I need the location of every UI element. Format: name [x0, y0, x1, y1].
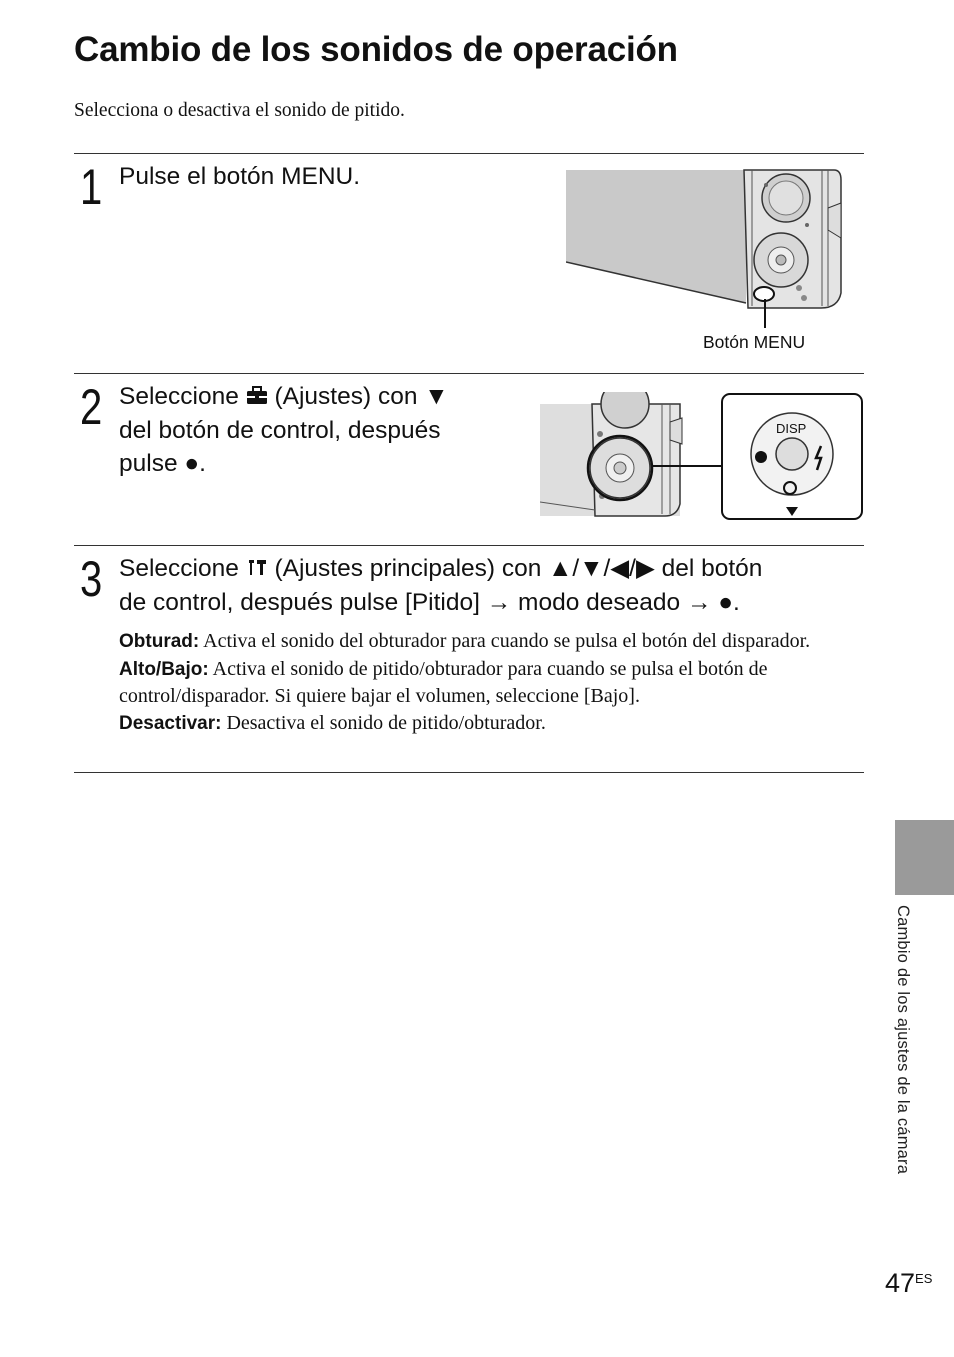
- figure-caption-menu-button: Botón MENU: [703, 332, 806, 352]
- page-lang: ES: [915, 1271, 933, 1286]
- page-number-value: 47: [885, 1268, 916, 1298]
- option-desc: Desactiva el sonido de pitido/obturador.: [226, 711, 546, 734]
- page-number: [885, 1268, 932, 1299]
- step-number-3: 3: [80, 551, 103, 607]
- divider: [74, 373, 864, 374]
- step-3-text-c: de control, después pulse [Pitido] → modo deseado → ●.: [119, 589, 740, 617]
- divider: [74, 772, 864, 773]
- option-term: Desactivar:: [119, 712, 222, 734]
- camera-back-illustration: [566, 168, 846, 330]
- step-number-1: 1: [80, 159, 103, 215]
- section-label: Cambio de los ajustes de la cámara: [894, 905, 912, 1175]
- step-2-text: [119, 380, 449, 480]
- option-desc: Activa el sonido de pitido/obturador para cuando se pulsa el botón de control/disparador. Si quiere bajar el volumen, seleccione [Bajo].: [119, 657, 768, 707]
- step-2-text-b: (Ajustes) con ▼: [274, 383, 449, 410]
- option-obturad: [119, 628, 864, 656]
- step-number-2: 2: [80, 379, 103, 435]
- section-tab: [895, 820, 954, 895]
- step-2-text-d: pulse ●.: [119, 450, 206, 478]
- option-alto-bajo: [119, 656, 864, 710]
- intro-text: Selecciona o desactiva el sonido de pitido.: [74, 100, 405, 121]
- option-term: Alto/Bajo:: [119, 658, 209, 680]
- control-wheel-illustration: [540, 392, 866, 522]
- page-title: Cambio de los sonidos de operación: [74, 30, 678, 69]
- step-2-text-a: Seleccione: [119, 383, 239, 410]
- step-3-text-b: (Ajustes principales) con ▲/▼/◀/▶ del botón: [274, 555, 763, 582]
- step-3-text-a: Seleccione: [119, 555, 239, 582]
- disp-label: DISP: [776, 421, 807, 436]
- option-term: Obturad:: [119, 631, 200, 652]
- divider: [74, 545, 864, 546]
- options-list: [119, 628, 864, 737]
- step-1-text: Pulse el botón MENU.: [119, 163, 361, 190]
- option-desc: Activa el sonido del obturador para cuando se pulsa el botón del disparador.: [203, 630, 811, 652]
- option-desactivar: [119, 710, 864, 738]
- divider: [74, 153, 864, 154]
- toolbox-icon: [246, 381, 268, 414]
- step-2-text-c: del botón de control, después: [119, 417, 441, 445]
- step-3-text: [119, 552, 859, 619]
- wrench-hammer-icon: [246, 553, 268, 586]
